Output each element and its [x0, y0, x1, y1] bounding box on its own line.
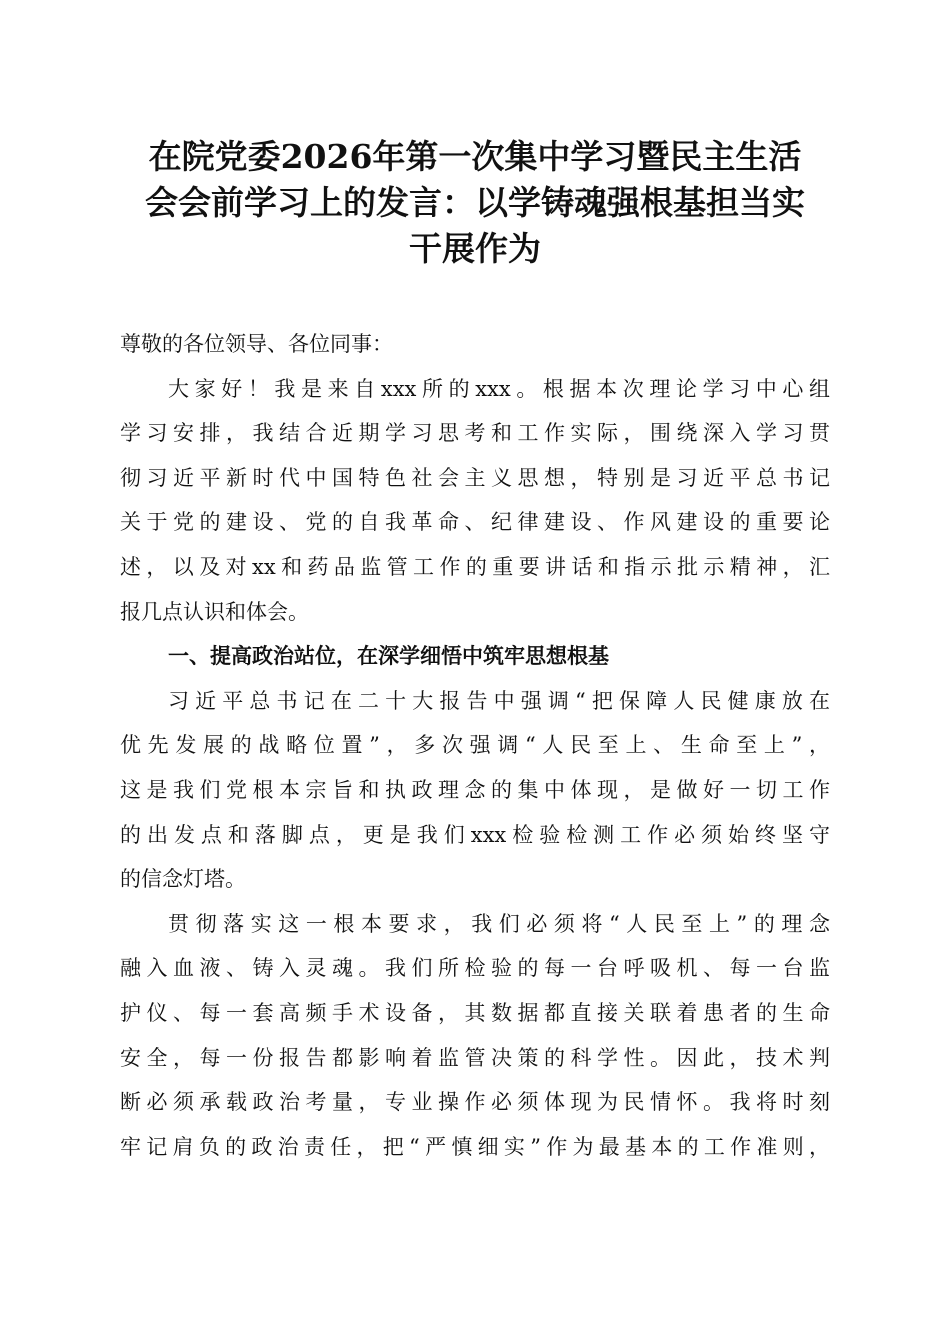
title-line: 干展作为 — [409, 229, 541, 268]
text-line: 的出发点和落脚点，更是我们xxx检验检测工作必须始终坚守 — [120, 822, 830, 847]
body-paragraph — [120, 902, 830, 1170]
section-heading — [120, 634, 830, 679]
title-line: 会会前学习上的发言：以学铸魂强根基担当实 — [145, 183, 805, 222]
text-line: 报几点认识和体会。 — [120, 599, 309, 624]
text-line: 护仪、每一套高频手术设备，其数据都直接关联着患者的生命 — [120, 1000, 830, 1025]
document-title — [110, 134, 840, 272]
document-body — [120, 322, 830, 1169]
body-paragraph — [120, 679, 830, 902]
text-line: 这是我们党根本宗旨和执政理念的集中体现，是做好一切工作 — [120, 777, 830, 802]
intro-paragraph — [120, 367, 830, 635]
text-line: 彻习近平新时代中国特色社会主义思想，特别是习近平总书记 — [120, 465, 830, 490]
text-line: 习近平总书记在二十大报告中强调“把保障人民健康放在 — [168, 688, 830, 713]
salutation — [120, 322, 830, 367]
text-line: 优先发展的战略位置”，多次强调“人民至上、生命至上”， — [120, 733, 830, 758]
section-heading-text: 一、提高政治站位，在深学细悟中筑牢思想根基 — [168, 644, 609, 669]
text-line: 关于党的建设、党的自我革命、纪律建设、作风建设的重要论 — [120, 510, 830, 535]
text-line: 牢记肩负的政治责任，把“严慎细实”作为最基本的工作准则， — [120, 1134, 830, 1159]
text-line: 学习安排，我结合近期学习思考和工作实际，围绕深入学习贯 — [120, 421, 830, 446]
text-line: 断必须承载政治考量，专业操作必须体现为民情怀。我将时刻 — [120, 1090, 830, 1115]
text-line: 的信念灯塔。 — [120, 867, 246, 892]
text-line: 融入血液、铸入灵魂。我们所检验的每一台呼吸机、每一台监 — [120, 956, 830, 981]
text-line: 贯彻落实这一根本要求，我们必须将“人民至上”的理念 — [168, 911, 830, 936]
text-line: 大家好！我是来自xxx所的xxx。根据本次理论学习中心组 — [168, 376, 830, 401]
salutation-text: 尊敬的各位领导、各位同事： — [120, 332, 393, 356]
text-line: 安全，每一份报告都影响着监管决策的科学性。因此，技术判 — [120, 1045, 830, 1070]
title-line: 在院党委2026年第一次集中学习暨民主生活 — [148, 137, 802, 176]
text-line: 述，以及对xx和药品监管工作的重要讲话和指示批示精神，汇 — [120, 554, 830, 579]
